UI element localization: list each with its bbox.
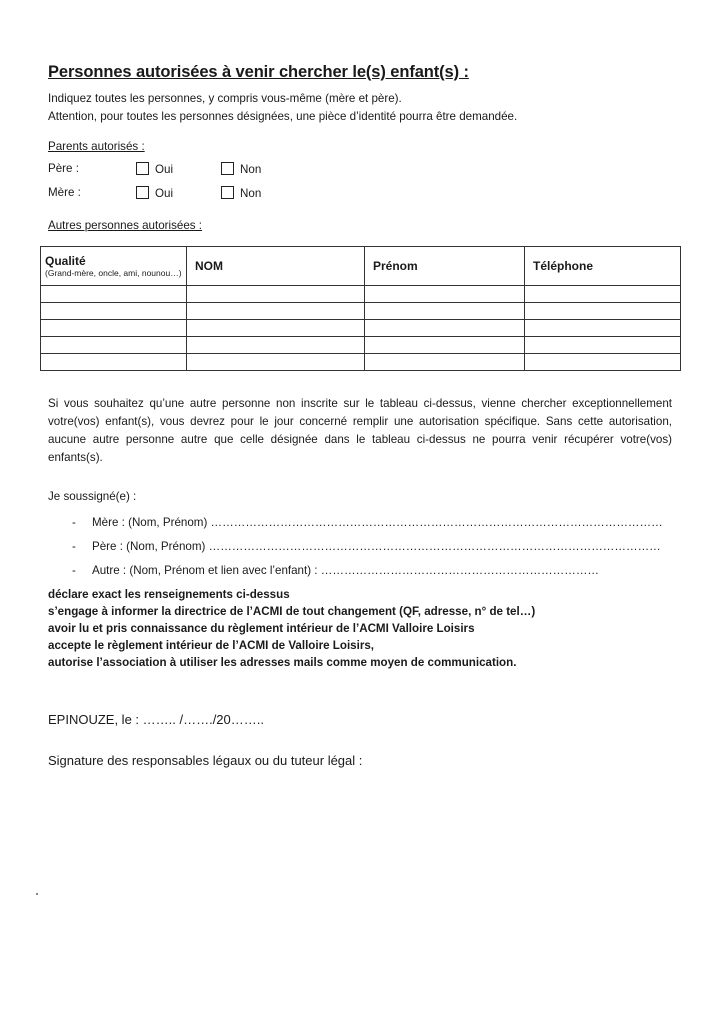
qualite-hint: (Grand-mère, oncle, ami, nounou…) xyxy=(45,268,182,278)
mother-no-label: Non xyxy=(240,187,262,200)
cell-telephone[interactable] xyxy=(525,320,681,337)
mother-yes-label: Oui xyxy=(155,187,174,200)
declaration-3: avoir lu et pris connaissance du règlement intérieur de l’ACMI Valloire Loisirs xyxy=(48,622,475,635)
qualite-label: Qualité xyxy=(45,254,86,268)
father-no-checkbox[interactable] xyxy=(221,162,234,175)
intro-line-2: Attention, pour toutes les personnes désignées, une pièce d’identité pourra être demandée. xyxy=(48,110,518,123)
dash-bullet: - xyxy=(72,564,76,577)
scan-speck xyxy=(36,893,38,895)
column-header-qualite xyxy=(41,247,187,286)
mother-label: Mère : xyxy=(48,186,81,199)
cell-prenom[interactable] xyxy=(365,337,525,354)
cell-nom[interactable] xyxy=(187,286,365,303)
declaration-1: déclare exact les renseignements ci-dessus xyxy=(48,588,290,601)
father-no-option[interactable] xyxy=(221,162,261,176)
table-row xyxy=(41,286,681,303)
cell-telephone[interactable] xyxy=(525,286,681,303)
cell-telephone[interactable] xyxy=(525,337,681,354)
mother-no-option[interactable] xyxy=(221,186,261,200)
intro-line-1: Indiquez toutes les personnes, y compris vous-même (mère et père). xyxy=(48,92,402,105)
table-row xyxy=(41,337,681,354)
father-yes-label: Oui xyxy=(155,163,174,176)
dash-bullet: - xyxy=(72,540,76,553)
father-yes-option[interactable] xyxy=(136,162,173,176)
cell-telephone[interactable] xyxy=(525,354,681,371)
cell-qualite[interactable] xyxy=(41,354,187,371)
undersigned-other[interactable] xyxy=(72,564,599,577)
declaration-5: autorise l’association à utiliser les adresses mails comme moyen de communication. xyxy=(48,656,517,669)
undersigned-father-text: Père : (Nom, Prénom) ……………………………………………………………………………………………………… xyxy=(92,540,661,553)
cell-qualite[interactable] xyxy=(41,320,187,337)
cell-qualite[interactable] xyxy=(41,303,187,320)
undersigned-label: Je soussigné(e) : xyxy=(48,490,137,503)
declaration-2: s’engage à informer la directrice de l’ACMI de tout changement (QF, adresse, n° de tel…) xyxy=(48,605,536,618)
cell-nom[interactable] xyxy=(187,354,365,371)
cell-qualite[interactable] xyxy=(41,337,187,354)
cell-prenom[interactable] xyxy=(365,354,525,371)
cell-qualite[interactable] xyxy=(41,286,187,303)
father-yes-checkbox[interactable] xyxy=(136,162,149,175)
father-no-label: Non xyxy=(240,163,262,176)
table-row xyxy=(41,303,681,320)
undersigned-other-text: Autre : (Nom, Prénom et lien avec l’enfant) : ……………………………………………………………… xyxy=(92,564,600,577)
column-header-prenom: Prénom xyxy=(365,247,525,286)
cell-nom[interactable] xyxy=(187,337,365,354)
column-header-telephone: Téléphone xyxy=(525,247,681,286)
signature-line: Signature des responsables légaux ou du tuteur légal : xyxy=(48,753,363,768)
authorized-persons-table xyxy=(40,246,681,371)
date-line[interactable]: EPINOUZE, le : …….. /……./20…….. xyxy=(48,712,264,727)
cell-telephone[interactable] xyxy=(525,303,681,320)
page-title: Personnes autorisées à venir chercher le(s) enfant(s) : xyxy=(48,63,469,81)
undersigned-mother[interactable] xyxy=(72,516,663,529)
cell-prenom[interactable] xyxy=(365,286,525,303)
cell-prenom[interactable] xyxy=(365,320,525,337)
declaration-4: accepte le règlement intérieur de l’ACMI de Valloire Loisirs, xyxy=(48,639,375,652)
column-header-nom: NOM xyxy=(187,247,365,286)
cell-nom[interactable] xyxy=(187,320,365,337)
table-row xyxy=(41,320,681,337)
father-label: Père : xyxy=(48,162,79,175)
table-header-row xyxy=(41,247,681,286)
mother-yes-checkbox[interactable] xyxy=(136,186,149,199)
parents-heading: Parents autorisés : xyxy=(48,140,145,153)
mother-no-checkbox[interactable] xyxy=(221,186,234,199)
mother-yes-option[interactable] xyxy=(136,186,173,200)
dash-bullet: - xyxy=(72,516,76,529)
exception-paragraph: Si vous souhaitez qu’une autre personne non inscrite sur le tableau ci-dessus, vienne chercher exceptionnellement votre(vos) enfant(s), vous devrez pour le jour concerné remplir une autorisation spécifique. Sans cette autorisation, aucune autre personne autre que celle désignée dans le tableau ci-dessus ne pourra venir récupérer votre(vos) enfants(s). xyxy=(48,397,672,464)
undersigned-mother-text: Mère : (Nom, Prénom) ……………………………………………………………………………………………………… xyxy=(92,516,663,529)
others-heading: Autres personnes autorisées : xyxy=(48,219,203,232)
table-row xyxy=(41,354,681,371)
cell-prenom[interactable] xyxy=(365,303,525,320)
undersigned-father[interactable] xyxy=(72,540,661,553)
cell-nom[interactable] xyxy=(187,303,365,320)
